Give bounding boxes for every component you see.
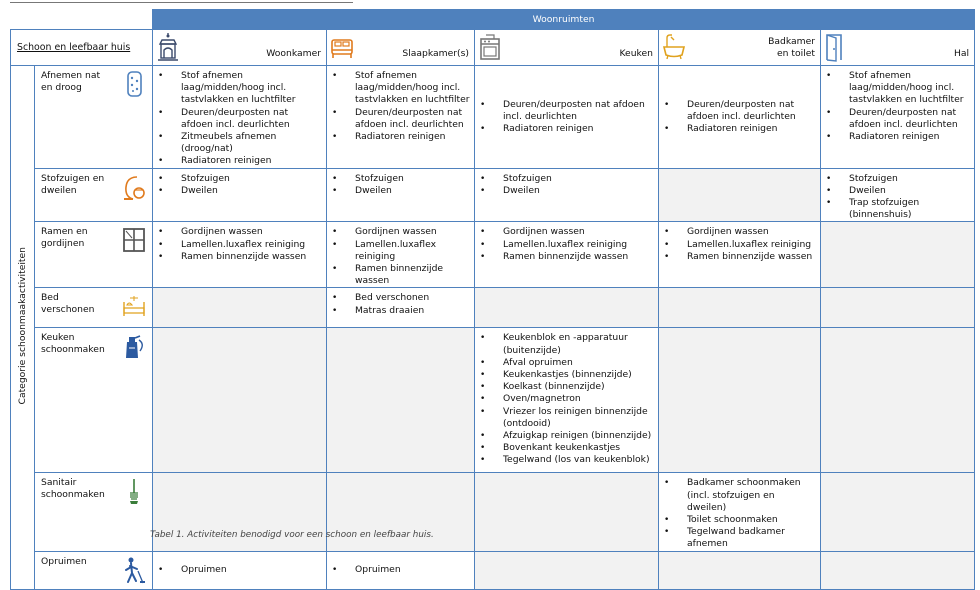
room-label: Hal xyxy=(953,48,970,59)
list-item: • Gordijnen wassen xyxy=(503,226,654,238)
list-item: • Ramen binnenzijde wassen xyxy=(687,251,816,263)
list-item: • Vriezer los reinigen binnenzijde (ontdooid) xyxy=(503,406,654,430)
table-row xyxy=(11,168,975,222)
list-item: • Tegelwand (los van keukenblok) xyxy=(503,454,654,466)
list-item: • Stofzuigen xyxy=(503,173,654,185)
list-item: • Radiatoren reinigen xyxy=(687,123,816,135)
stove-icon xyxy=(478,32,502,62)
cell-afnemen-nat-en-droog-slaapkamer-s xyxy=(327,66,475,169)
list-item: • Radiatoren reinigen xyxy=(181,155,322,167)
table-row xyxy=(11,551,975,589)
list-item: • Lamellen.luxaflex reiniging xyxy=(503,239,654,251)
list-item: • Deuren/deurposten nat afdoen incl. deurlichten xyxy=(503,99,654,123)
category-label: Bed verschonen xyxy=(41,292,95,316)
activity-list xyxy=(475,226,658,263)
cell-keuken-schoonmaken-badkamer-en-toilet xyxy=(659,328,821,473)
cell-opruimen-hal xyxy=(821,551,975,589)
list-item: • Toilet schoonmaken xyxy=(687,514,816,526)
activity-list xyxy=(153,564,326,576)
list-item: • Deuren/deurposten nat afdoen incl. deurlichten xyxy=(181,107,322,131)
list-item: • Afzuigkap reinigen (binnenzijde) xyxy=(503,430,654,442)
person-tidying-icon xyxy=(121,556,147,584)
category-stofzuigen-en-dweilen xyxy=(35,168,153,222)
list-item: • Dweilen xyxy=(355,185,470,197)
room-label: Badkamer en toilet xyxy=(768,36,815,59)
cell-keuken-schoonmaken-woonkamer xyxy=(153,328,327,473)
list-item: • Stofzuigen xyxy=(181,173,322,185)
bed-icon xyxy=(330,32,354,62)
list-item: • Matras draaien xyxy=(355,305,470,317)
category-afnemen-nat-en-droog xyxy=(35,66,153,169)
table-row xyxy=(11,66,975,169)
list-item: • Trap stofzuigen (binnenshuis) xyxy=(849,197,970,221)
activity-list xyxy=(475,99,658,136)
top-rule xyxy=(10,2,353,3)
cell-bed-verschonen-woonkamer xyxy=(153,288,327,328)
list-item: • Badkamer schoonmaken (incl. stofzuigen en dweilen) xyxy=(687,477,816,514)
list-item: • Stof afnemen laag/midden/hoog incl. tastvlakken en luchtfilter xyxy=(181,70,322,107)
cell-ramen-en-gordijnen-woonkamer xyxy=(153,222,327,288)
category-label: Ramen en gordijnen xyxy=(41,226,88,250)
list-item: • Deuren/deurposten nat afdoen incl. deurlichten xyxy=(849,107,970,131)
room-header-slaapkamer-s xyxy=(327,30,475,66)
cell-opruimen-slaapkamer-s xyxy=(327,551,475,589)
list-item: • Keukenblok en -apparatuur (buitenzijde) xyxy=(503,332,654,356)
list-item: • Lamellen.luxaflex reiniging xyxy=(181,239,322,251)
list-item: • Keukenkastjes (binnenzijde) xyxy=(503,369,654,381)
list-item: • Stofzuigen xyxy=(849,173,970,185)
list-item: • Dweilen xyxy=(181,185,322,197)
rows-header-label: Categorie schoonmaakactiviteiten xyxy=(17,247,28,405)
list-item: • Stof afnemen laag/midden/hoog incl. tastvlakken en luchtfilter xyxy=(849,70,970,107)
room-header-badkamer-en-toilet xyxy=(659,30,821,66)
room-label: Keuken xyxy=(619,48,653,59)
table-caption: Tabel 1. Activiteiten benodigd voor een schoon en leefbaar huis. xyxy=(150,530,434,540)
room-header-woonkamer xyxy=(153,30,327,66)
bathtub-icon xyxy=(662,32,686,62)
rows-header xyxy=(11,66,35,590)
cell-bed-verschonen-badkamer-en-toilet xyxy=(659,288,821,328)
cell-afnemen-nat-en-droog-hal xyxy=(821,66,975,169)
cell-stofzuigen-en-dweilen-keuken xyxy=(475,168,659,222)
cell-afnemen-nat-en-droog-keuken xyxy=(475,66,659,169)
cell-sanitair-schoonmaken-badkamer-en-toilet xyxy=(659,473,821,551)
activity-list xyxy=(327,70,474,143)
cell-opruimen-keuken xyxy=(475,551,659,589)
list-item: • Koelkast (binnenzijde) xyxy=(503,381,654,393)
cell-bed-verschonen-slaapkamer-s xyxy=(327,288,475,328)
cell-keuken-schoonmaken-slaapkamer-s xyxy=(327,328,475,473)
activity-list xyxy=(153,226,326,263)
activity-list xyxy=(153,70,326,168)
list-item: • Afval opruimen xyxy=(503,357,654,369)
list-item: • Ramen binnenzijde wassen xyxy=(503,251,654,263)
list-item: • Zitmeubels afnemen (droog/nat) xyxy=(181,131,322,155)
toilet-brush-icon xyxy=(121,477,147,505)
cell-afnemen-nat-en-droog-woonkamer xyxy=(153,66,327,169)
category-label: Sanitair schoonmaken xyxy=(41,477,105,501)
list-item: • Opruimen xyxy=(181,564,322,576)
list-item: • Bed verschonen xyxy=(355,292,470,304)
category-label: Keuken schoonmaken xyxy=(41,332,105,356)
room-label: Slaapkamer(s) xyxy=(402,48,469,59)
spray-bottle-icon xyxy=(121,332,147,360)
cell-stofzuigen-en-dweilen-woonkamer xyxy=(153,168,327,222)
category-label: Stofzuigen en dweilen xyxy=(41,172,105,196)
list-item: • Ramen binnenzijde wassen xyxy=(355,263,470,287)
list-item: • Lamellen.luxaflex reiniging xyxy=(687,239,816,251)
room-header-hal xyxy=(821,30,975,66)
cell-ramen-en-gordijnen-slaapkamer-s xyxy=(327,222,475,288)
header-woonruimten: Woonruimten xyxy=(153,10,975,30)
list-item: • Stof afnemen laag/midden/hoog incl. tastvlakken en luchtfilter xyxy=(355,70,470,107)
list-item: • Radiatoren reinigen xyxy=(849,131,970,143)
cell-keuken-schoonmaken-hal xyxy=(821,328,975,473)
table-row xyxy=(11,288,975,328)
cell-opruimen-woonkamer xyxy=(153,551,327,589)
list-item: • Deuren/deurposten nat afdoen incl. deurlichten xyxy=(687,99,816,123)
activity-list xyxy=(821,173,974,222)
cell-bed-verschonen-hal xyxy=(821,288,975,328)
cell-opruimen-badkamer-en-toilet xyxy=(659,551,821,589)
category-sanitair-schoonmaken xyxy=(35,473,153,551)
door-icon xyxy=(824,32,848,62)
category-opruimen xyxy=(35,551,153,589)
activity-list xyxy=(475,332,658,466)
activity-list xyxy=(475,173,658,197)
cell-ramen-en-gordijnen-badkamer-en-toilet xyxy=(659,222,821,288)
activity-list xyxy=(659,99,820,136)
list-item: • Radiatoren reinigen xyxy=(355,131,470,143)
list-item: • Dweilen xyxy=(849,185,970,197)
list-item: • Radiatoren reinigen xyxy=(503,123,654,135)
cell-keuken-schoonmaken-keuken xyxy=(475,328,659,473)
category-label: Afnemen nat en droog xyxy=(41,70,101,93)
activity-list xyxy=(821,70,974,143)
vacuum-cleaner-icon xyxy=(121,173,147,201)
cell-afnemen-nat-en-droog-badkamer-en-toilet xyxy=(659,66,821,169)
activity-list xyxy=(659,226,820,263)
table-title: Schoon en leefbaar huis xyxy=(11,30,153,66)
activity-list xyxy=(327,564,474,576)
list-item: • Gordijnen wassen xyxy=(181,226,322,238)
activity-list xyxy=(659,477,820,550)
sponge-icon xyxy=(121,70,147,98)
bed-outline-icon xyxy=(121,292,147,320)
list-item: • Stofzuigen xyxy=(355,173,470,185)
room-header-keuken xyxy=(475,30,659,66)
cell-stofzuigen-en-dweilen-hal xyxy=(821,168,975,222)
category-ramen-en-gordijnen xyxy=(35,222,153,288)
list-item: • Oven/magnetron xyxy=(503,393,654,405)
activity-list xyxy=(327,226,474,287)
cell-ramen-en-gordijnen-keuken xyxy=(475,222,659,288)
cell-sanitair-schoonmaken-hal xyxy=(821,473,975,551)
list-item: • Ramen binnenzijde wassen xyxy=(181,251,322,263)
fireplace-icon xyxy=(156,32,180,62)
list-item: • Lamellen.luxaflex reiniging xyxy=(355,239,470,263)
cell-stofzuigen-en-dweilen-slaapkamer-s xyxy=(327,168,475,222)
activities-table xyxy=(10,9,975,590)
cell-ramen-en-gordijnen-hal xyxy=(821,222,975,288)
cell-stofzuigen-en-dweilen-badkamer-en-toilet xyxy=(659,168,821,222)
category-keuken-schoonmaken xyxy=(35,328,153,473)
list-item: • Opruimen xyxy=(355,564,470,576)
activity-list xyxy=(327,173,474,197)
category-bed-verschonen xyxy=(35,288,153,328)
window-icon xyxy=(121,226,147,254)
table-row xyxy=(11,328,975,473)
cell-sanitair-schoonmaken-keuken xyxy=(475,473,659,551)
list-item: • Gordijnen wassen xyxy=(355,226,470,238)
list-item: • Tegelwand badkamer afnemen xyxy=(687,526,816,550)
room-label: Woonkamer xyxy=(266,48,321,59)
table-row xyxy=(11,222,975,288)
list-item: • Dweilen xyxy=(503,185,654,197)
list-item: • Bovenkant keukenkastjes xyxy=(503,442,654,454)
category-label: Opruimen xyxy=(41,555,87,567)
cell-bed-verschonen-keuken xyxy=(475,288,659,328)
activity-list xyxy=(327,292,474,316)
list-item: • Gordijnen wassen xyxy=(687,226,816,238)
list-item: • Deuren/deurposten nat afdoen incl. deurlichten xyxy=(355,107,470,131)
activity-list xyxy=(153,173,326,197)
